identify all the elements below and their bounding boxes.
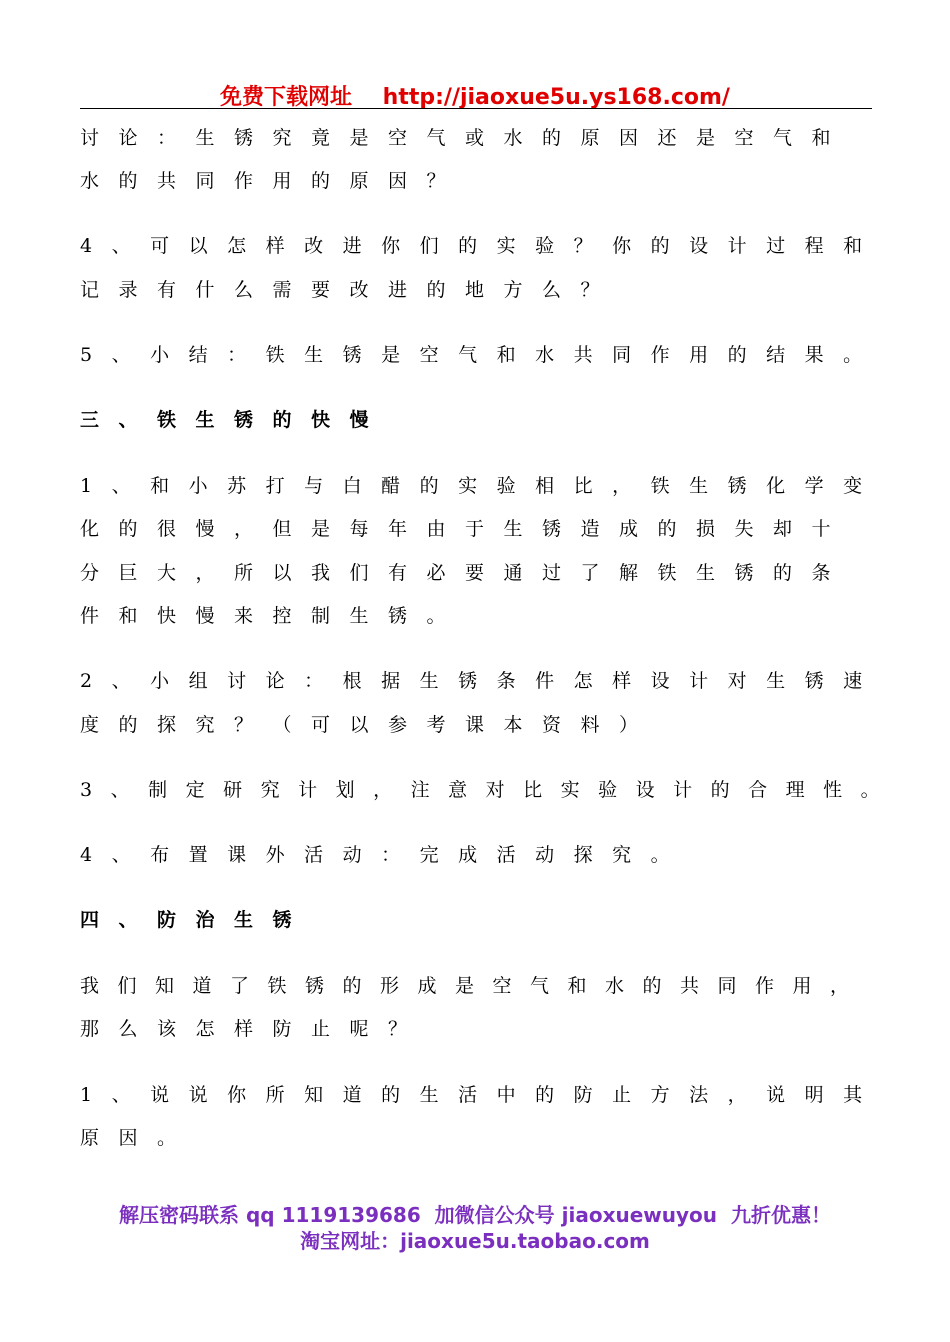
paragraph-line: 4、可以怎样改进你们的实验？你的设计过程和 [80,235,882,257]
footer-password-contact: 解压密码联系 qq 1119139686 加微信公众号 jiaoxuewuyou 九折优惠！ [119,1203,831,1227]
paragraph-line: 那么该怎样防止呢？ [80,1018,427,1040]
paragraph-line: 原因。 [80,1127,196,1149]
footer-taobao-url: 淘宝网址：jiaoxue5u.taobao.com [300,1229,650,1253]
paragraph-line: 记录有什么需要改进的地方么？ [80,279,620,301]
paragraph-line: 1、和小苏打与白醋的实验相比，铁生锈化学变 [80,475,882,497]
paragraph-line: 我们知道了铁锈的形成是空气和水的共同作用， [80,975,868,997]
paragraph-line: 分巨大，所以我们有必要通过了解铁生锈的条 [80,562,851,584]
paragraph-line: 水的共同作用的原因？ [80,170,466,192]
paragraph-line: 1、说说你所知道的生活中的防止方法，说明其 [80,1084,882,1106]
paragraph-line: 件和快慢来控制生锈。 [80,605,466,627]
header-download-url: 免费下载网址 http://jiaoxue5u.ys168.com/ [220,85,730,110]
section-heading: 三、铁生锈的快慢 [80,409,389,431]
paragraph-line: 度的探究？（可以参考课本资料） [80,714,658,736]
section-heading: 四、防治生锈 [80,909,312,931]
paragraph-line: 化的很慢，但是每年由于生锈造成的损失却十 [80,518,851,540]
paragraph-line: 3、制定研究计划，注意对比实验设计的合理性。 [80,779,899,801]
header-divider [80,108,872,109]
paragraph-line: 2、小组讨论：根据生锈条件怎样设计对生锈速 [80,670,882,692]
paragraph-line: 4、布置课外活动：完成活动探究。 [80,844,690,866]
paragraph-line: 5、小结：铁生锈是空气和水共同作用的结果。 [80,344,882,366]
paragraph-line: 讨论：生锈究竟是空气或水的原因还是空气和 [80,127,851,149]
